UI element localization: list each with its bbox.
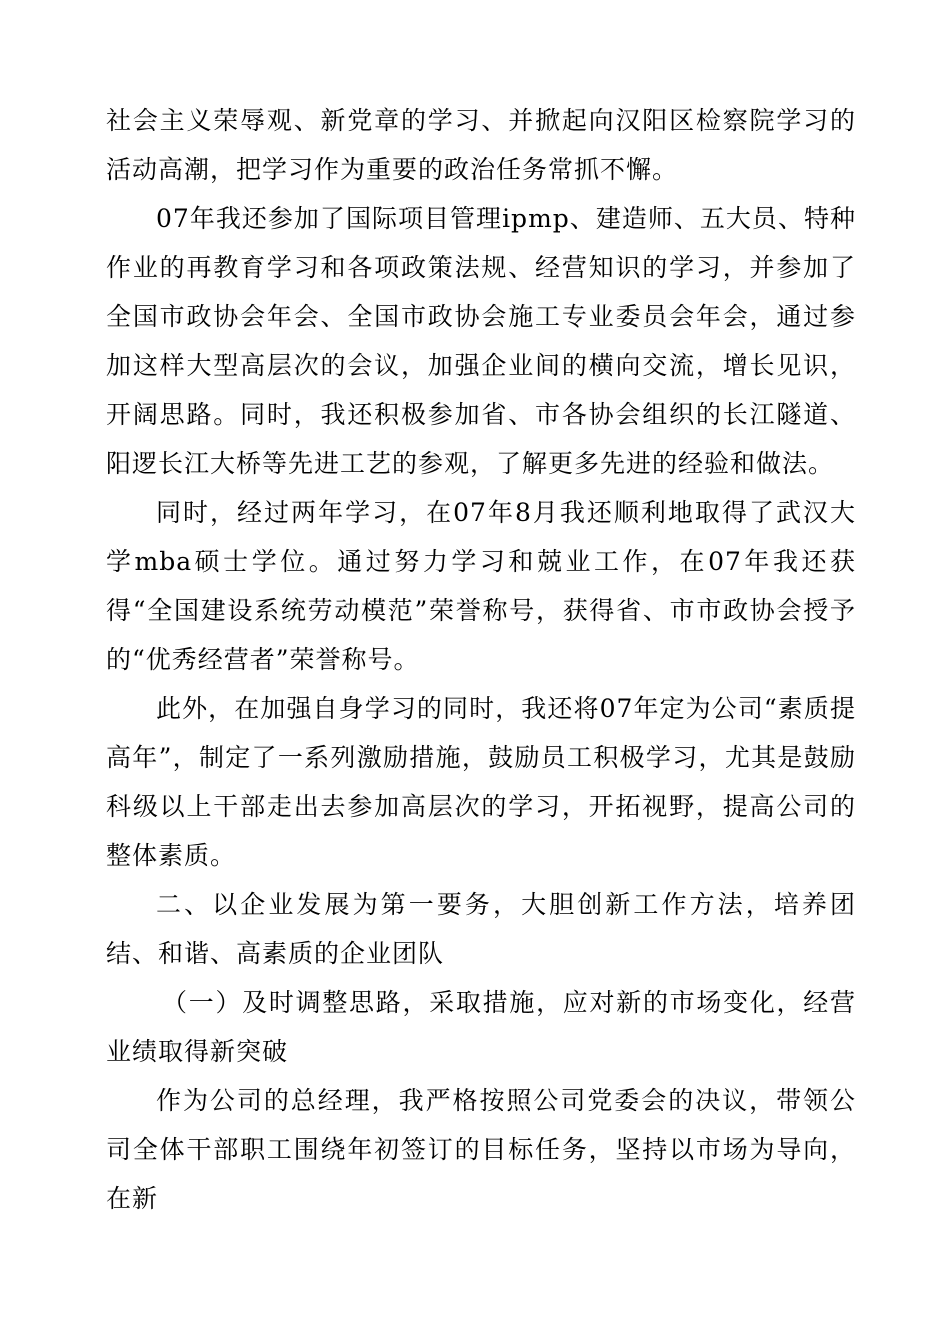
subsection-heading: （一）及时调整思路，采取措施，应对新的市场变化，经营业绩取得新突破 [106, 988, 856, 1066]
section-heading: 二、以企业发展为第一要务，大胆创新工作方法，培养团结、和谐、高素质的企业团队 [106, 890, 856, 968]
paragraph-3: 同时，经过两年学习，在07年8月我还顺利地取得了武汉大学mba硕士学位。通过努力学习和兢业工作，在07年我还获得“全国建设系统劳动模范”荣誉称号，获得省、市市政协会授予的“优秀经营者”荣誉称号。 [106, 498, 856, 674]
paragraph-5: 作为公司的总经理，我严格按照公司党委会的决议，带领公司全体干部职工围绕年初签订的目标任务，坚持以市场为导向，在新 [106, 1086, 856, 1213]
paragraph-4: 此外，在加强自身学习的同时，我还将07年定为公司“素质提高年”，制定了一系列激励措施，鼓励员工积极学习，尤其是鼓励科级以上干部走出去参加高层次的学习，开拓视野，提高公司的整体素质。 [106, 694, 856, 870]
paragraph-2: 07年我还参加了国际项目管理ipmp、建造师、五大员、特种作业的再教育学习和各项政策法规、经营知识的学习，并参加了全国市政协会年会、全国市政协会施工专业委员会年会，通过参加这样大型高层次的会议，加强企业间的横向交流，增长见识，开阔思路。同时，我还积极参加省、市各协会组织的长江隧道、阳逻长江大桥等先进工艺的参观，了解更多先进的经验和做法。 [106, 204, 856, 478]
paragraph-1: 社会主义荣辱观、新党章的学习、并掀起向汉阳区检察院学习的活动高潮，把学习作为重要的政治任务常抓不懈。 [106, 106, 856, 184]
document-page [106, 96, 856, 1223]
